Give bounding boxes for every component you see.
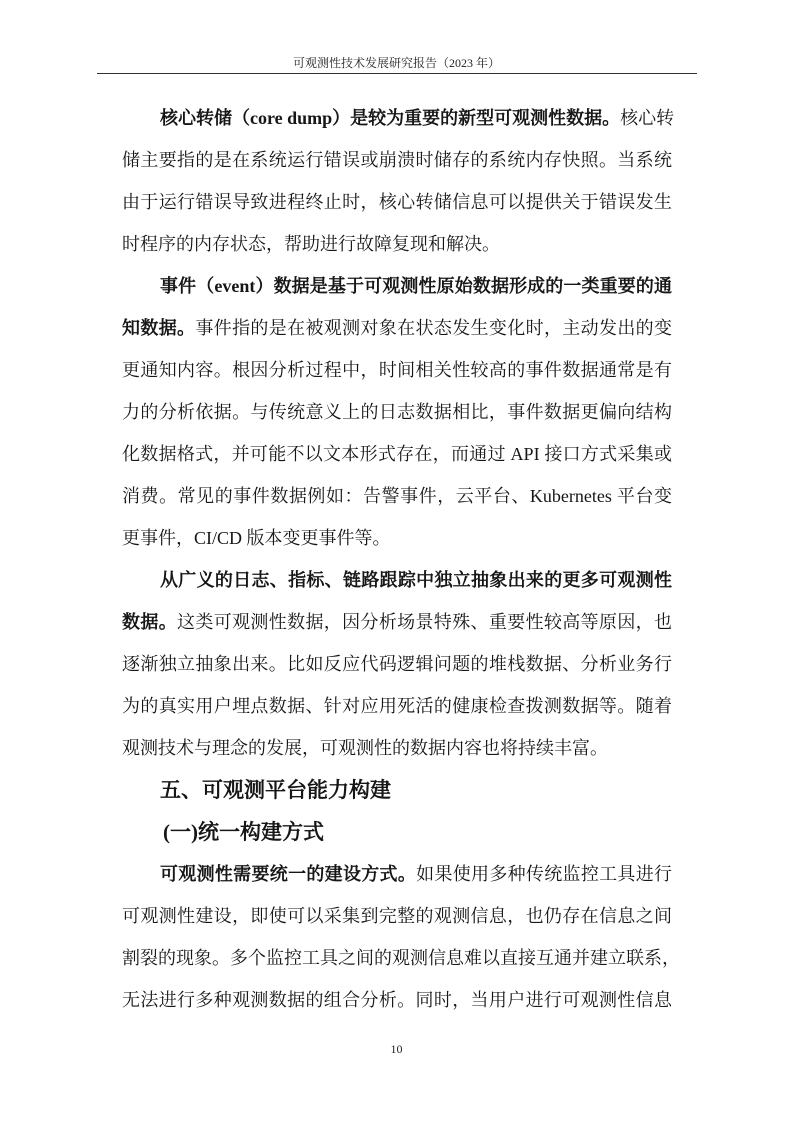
body-text: 时程序的内存状态，帮助进行故障复现和解决。	[122, 234, 500, 254]
body-text: 核心转	[620, 108, 675, 128]
paragraph-line	[122, 517, 672, 559]
paragraph-line	[122, 727, 672, 769]
body-text: 由于运行错误导致进程终止时，核心转储信息可以提供关于错误发生	[122, 192, 672, 212]
body-text: 力的分析依据。与传统意义上的日志数据相比，事件数据更偏向结构	[122, 402, 672, 422]
paragraph-line	[122, 601, 672, 643]
body-text: 更通知内容。根因分析过程中，时间相关性较高的事件数据通常是有	[122, 360, 672, 380]
paragraph-line	[122, 181, 672, 223]
body-text: 更事件，CI/CD 版本变更事件等。	[122, 528, 391, 548]
paragraph-core-dump	[122, 97, 675, 265]
body-text: 这类可观测性数据，因分析场景特殊、重要性较高等原因，也	[177, 612, 673, 632]
paragraph-line	[122, 685, 672, 727]
header-divider	[97, 73, 697, 74]
paragraph-line	[122, 433, 672, 475]
document-body	[122, 97, 680, 1021]
paragraph-line	[122, 307, 672, 349]
paragraph-line	[122, 895, 672, 937]
body-text: 储主要指的是在系统运行错误或崩溃时储存的系统内存快照。当系统	[122, 150, 672, 170]
body-text: 观测技术与理念的发展，可观测性的数据内容也将持续丰富。	[122, 738, 608, 758]
body-text: 如果使用多种传统监控工具进行	[416, 864, 673, 884]
body-text: 可观测性建设，即使可以采集到完整的观测信息，也仍存在信息之间	[122, 906, 672, 926]
body-text: 无法进行多种观测数据的组合分析。同时，当用户进行可观测性信息	[122, 990, 672, 1010]
body-text: 消费。常见的事件数据例如：告警事件，云平台、Kubernetes 平台变	[122, 486, 672, 506]
body-text: 逐渐独立抽象出来。比如反应代码逻辑问题的堆栈数据、分析业务行	[122, 654, 672, 674]
running-header-title: 可观测性技术发展研究报告（2023 年）	[292, 56, 500, 70]
paragraph-line	[122, 475, 672, 517]
paragraph-line	[122, 559, 672, 601]
bold-lead-text: 知数据。	[122, 318, 196, 338]
bold-lead-text: 核心转储（core dump）是较为重要的新型可观测性数据。	[160, 108, 621, 128]
section-heading: 五、可观测平台能力构建	[160, 778, 391, 802]
paragraph-line	[122, 139, 672, 181]
bold-lead-text: 数据。	[122, 612, 178, 632]
paragraph-line	[122, 853, 672, 895]
paragraph-line	[122, 979, 672, 1021]
body-text: 化数据格式，并可能不以文本形式存在，而通过 API 接口方式采集或	[122, 444, 672, 464]
body-text: 事件指的是在被观测对象在状态发生变化时，主动发出的变	[195, 318, 673, 338]
bold-lead-text: 可观测性需要统一的建设方式。	[160, 864, 417, 884]
paragraph-line	[122, 391, 672, 433]
paragraph-line	[122, 937, 680, 979]
bold-lead-text: 事件（event）数据是基于可观测性原始数据形成的一类重要的通	[160, 276, 672, 296]
subsection-heading: (一)统一构建方式	[163, 820, 324, 844]
page-number: 10	[390, 1042, 403, 1056]
body-text: 割裂的现象。多个监控工具之间的观测信息难以直接互通并建立联系，	[122, 948, 680, 968]
paragraph-unified-construction	[122, 853, 680, 1021]
body-text: 为的真实用户埋点数据、针对应用死活的健康检查拨测数据等。随着	[122, 696, 672, 716]
paragraph-line	[122, 97, 675, 139]
bold-lead-text: 从广义的日志、指标、链路跟踪中独立抽象出来的更多可观测性	[160, 570, 672, 590]
paragraph-line	[122, 349, 672, 391]
paragraph-other-observability-data	[122, 559, 672, 769]
paragraph-line	[122, 643, 672, 685]
paragraph-line	[122, 223, 672, 265]
paragraph-line	[122, 265, 672, 307]
paragraph-event-data	[122, 265, 672, 559]
